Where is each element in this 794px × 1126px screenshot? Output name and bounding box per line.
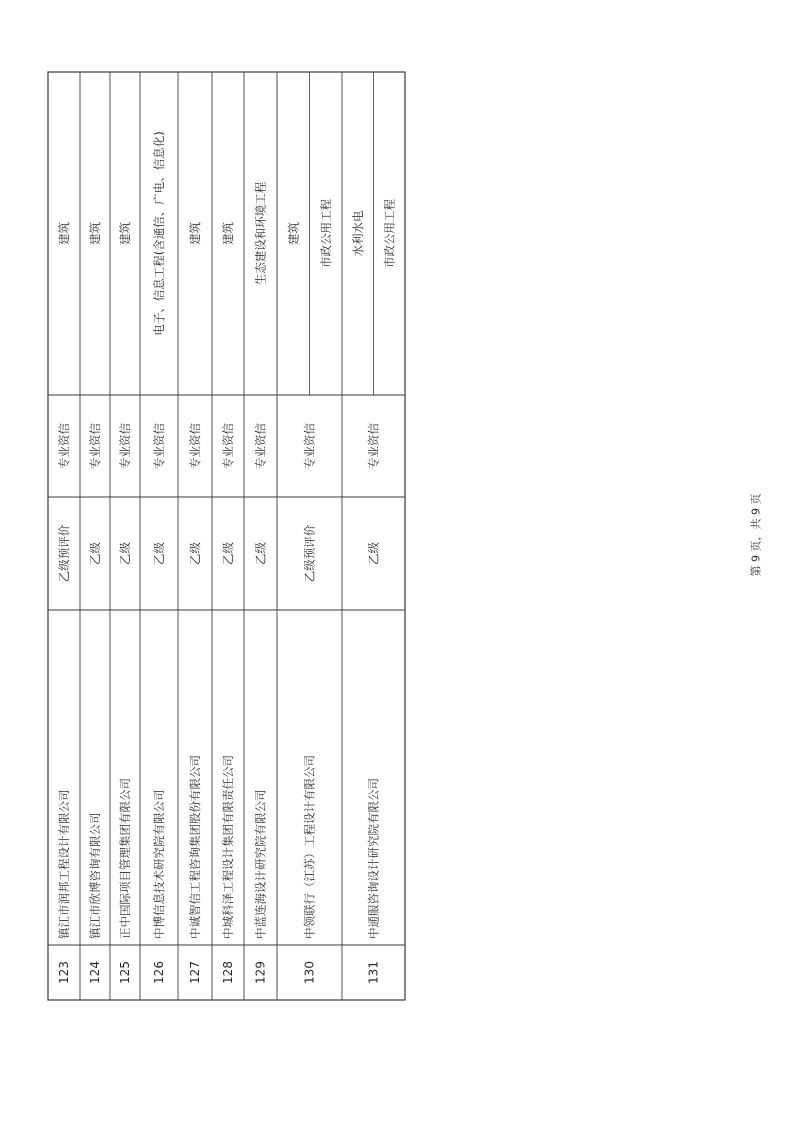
- row-number: 127: [188, 961, 202, 984]
- qualification-grade: 乙级: [221, 542, 235, 565]
- specialty: 建筑: [286, 222, 301, 245]
- company-name: 镇江市欣博咨询有限公司: [88, 812, 102, 939]
- specialty: 建筑: [221, 222, 235, 245]
- company-name: 镇江市润邦工程设计有限公司: [57, 789, 71, 939]
- specialty: 电子、信息工程(含通信、广电、信息化): [152, 131, 166, 336]
- qualification-type: 专业资信: [188, 423, 202, 469]
- qualification-type: 专业资信: [57, 423, 71, 469]
- row-number: 128: [221, 961, 235, 984]
- qualification-grade: 乙级: [118, 542, 132, 565]
- specialty: 建筑: [118, 222, 132, 245]
- specialty: 建筑: [57, 222, 71, 245]
- page-footer: 第 9 页，共 9 页: [749, 493, 763, 577]
- qualification-type: 专业资信: [302, 423, 317, 469]
- qualification-grade: 乙级: [366, 542, 381, 565]
- row-number: 130: [302, 961, 317, 984]
- row-number: 129: [253, 961, 268, 984]
- specialty: 建筑: [88, 222, 102, 245]
- qualification-type: 专业资信: [253, 423, 268, 469]
- qualification-type: 专业资信: [152, 423, 166, 469]
- qualification-grade: 乙级: [188, 542, 202, 565]
- qualification-grade: 乙级: [88, 542, 102, 565]
- specialty: 市政公用工程: [382, 199, 397, 268]
- company-name: 中蓝连海设计研究院有限公司: [253, 789, 268, 939]
- qualification-grade: 乙级: [253, 542, 268, 565]
- row-number: 125: [118, 961, 132, 984]
- company-name: 中城科泽工程设计集团有限责任公司: [221, 755, 235, 939]
- specialty: 建筑: [188, 222, 202, 245]
- row-number: 123: [57, 961, 71, 984]
- qualification-grade: 乙级预评价: [57, 524, 71, 583]
- qualification-grade: 乙级: [152, 542, 166, 565]
- qualification-type: 专业资信: [88, 423, 102, 469]
- specialty: 生态建设和环境工程: [253, 181, 268, 286]
- company-name: 中诚智信工程咨询集团股份有限公司: [188, 755, 202, 939]
- specialty: 水利水电: [350, 210, 365, 257]
- row-number: 126: [152, 961, 166, 984]
- company-name: 中博信息技术研究院有限公司: [152, 789, 166, 939]
- row-number: 131: [366, 961, 381, 984]
- company-name: 正中国际项目管理集团有限公司: [118, 778, 132, 939]
- qualification-grade: 乙级预评价: [302, 524, 317, 583]
- qualification-type: 专业资信: [221, 423, 235, 469]
- company-name: 中通服咨询设计研究院有限公司: [366, 778, 381, 939]
- row-number: 124: [88, 961, 102, 984]
- qualification-type: 专业资信: [366, 423, 381, 469]
- specialty: 市政公用工程: [318, 199, 333, 268]
- company-name: 中领联行（江苏）工程设计有限公司: [302, 755, 317, 939]
- qualification-type: 专业资信: [118, 423, 132, 469]
